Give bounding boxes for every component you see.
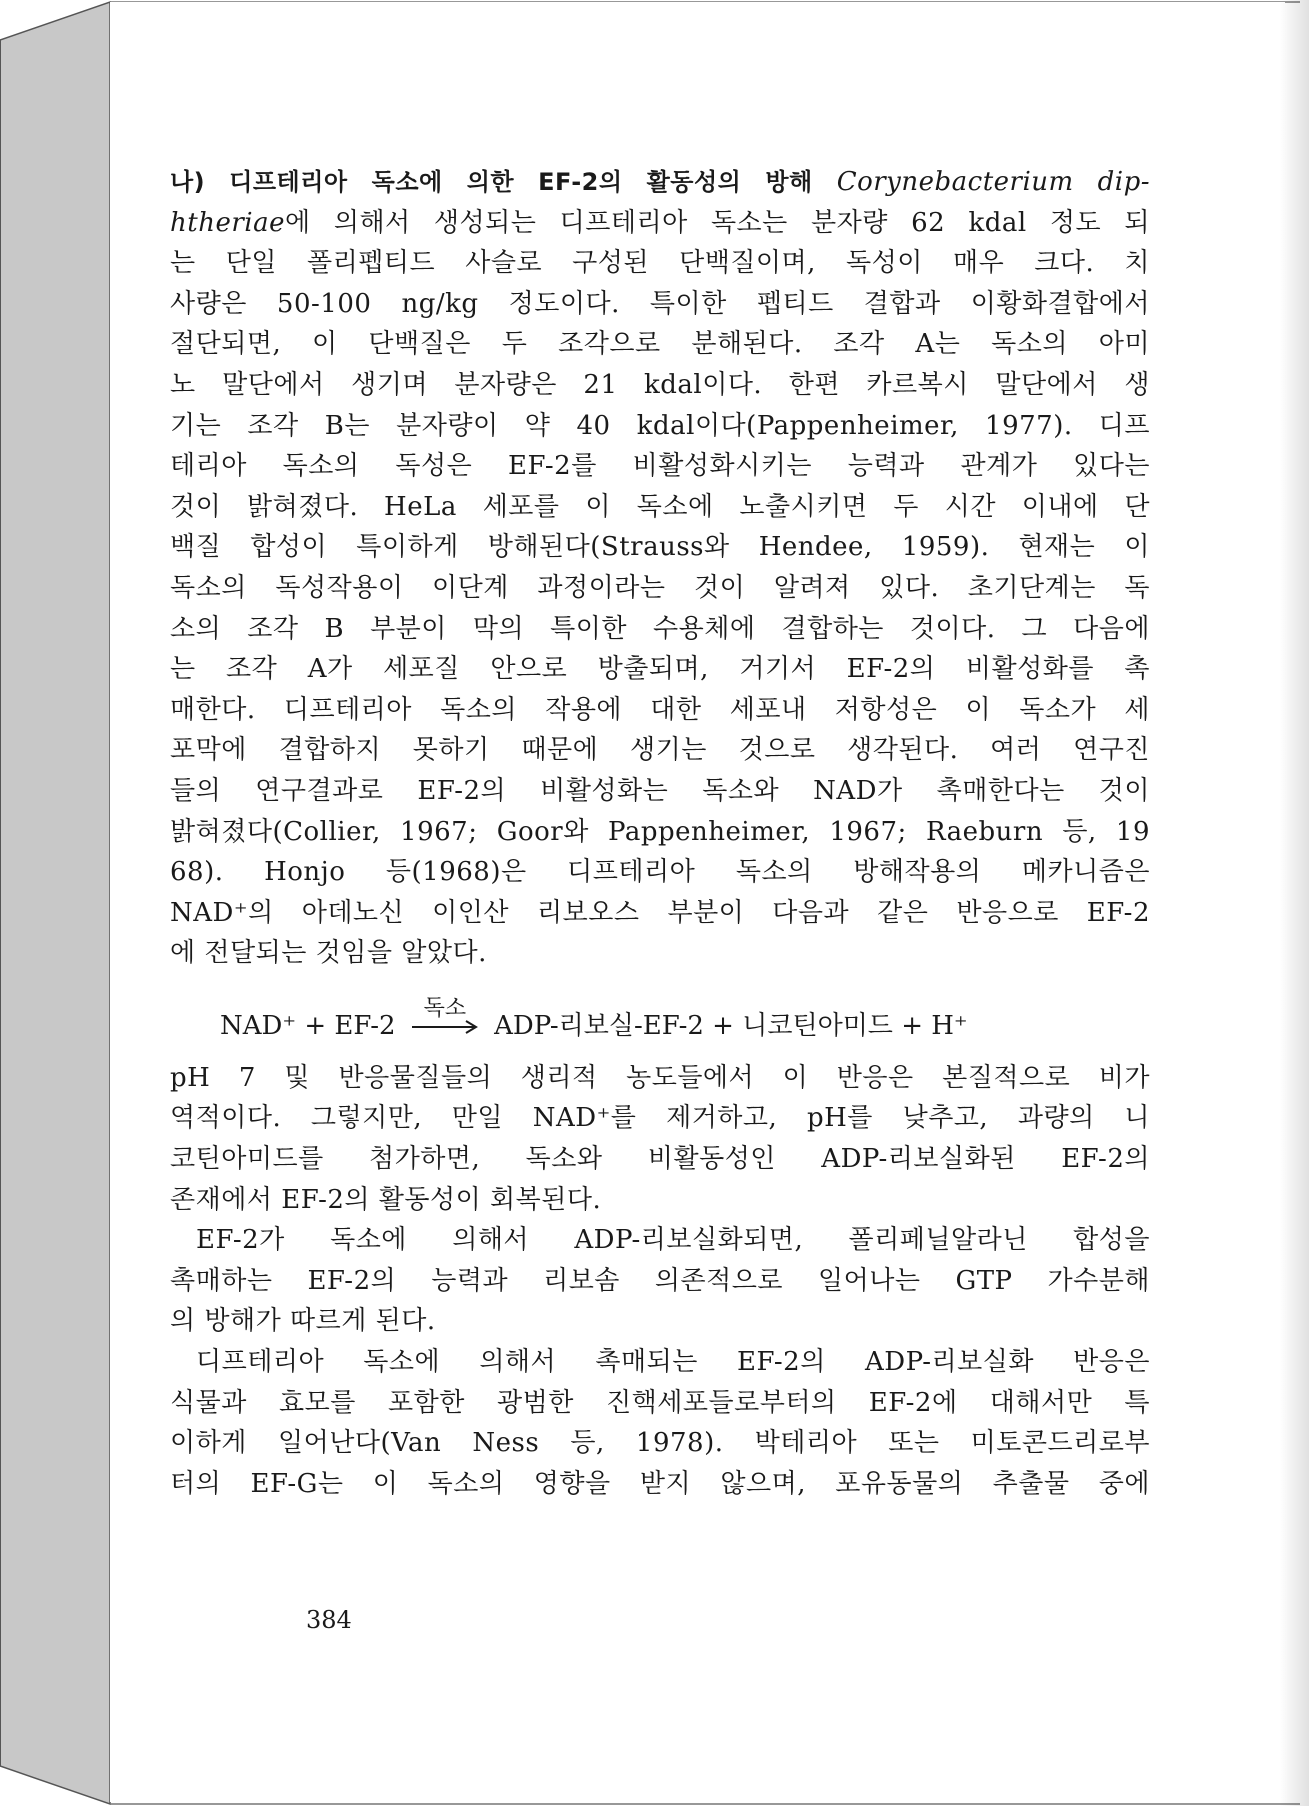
text-line: 디프테리아 독소에 의해서 촉매되는 EF-2의 ADP-리보실화 반응은 <box>196 1347 1150 1378</box>
text-line: 의 방해가 따르게 된다. <box>170 1306 436 1337</box>
text-line: 사량은 50-100 ng/kg 정도이다. 특이한 펩티드 결합과 이황화결합에서 <box>170 288 1150 319</box>
text-line: 식물과 효모를 포함한 광범한 진핵세포들로부터의 EF-2에 대해서만 특 <box>170 1387 1150 1418</box>
text-line: 절단되면, 이 단백질은 두 조각으로 분해된다. 조각 A는 독소의 아미 <box>170 329 1150 360</box>
text-line: 촉매하는 EF-2의 능력과 리보솜 의존적으로 일어나는 GTP 가수분해 <box>170 1265 1150 1296</box>
text-line: 는 조각 A가 세포질 안으로 방출되며, 거기서 EF-2의 비활성화를 촉 <box>170 654 1150 685</box>
text-line: 는 단일 폴리펩티드 사슬로 구성된 단백질이며, 독성이 매우 크다. 치 <box>170 248 1150 279</box>
text-line <box>170 203 1150 244</box>
text-line: 테리아 독소의 독성은 EF-2를 비활성화시키는 능력과 관계가 있다는 <box>170 451 1150 482</box>
text-line: 소의 조각 B 부분이 막의 특이한 수용체에 결합하는 것이다. 그 다음에 <box>170 613 1150 644</box>
species-name-cont: htheriae <box>170 207 285 238</box>
text-line: 터의 EF-G는 이 독소의 영향을 받지 않으며, 포유동물의 추출물 중에 <box>170 1468 1150 1499</box>
text-line: 에 전달되는 것임을 알았다. <box>170 938 487 969</box>
text-line: 코틴아미드를 첨가하면, 독소와 비활동성인 ADP-리보실화된 EF-2의 <box>170 1144 1150 1175</box>
text-line: NAD⁺의 아데노신 이인산 리보오스 부분이 다음과 같은 반응으로 EF-2 <box>170 897 1150 928</box>
page-number: 384 <box>306 1606 352 1634</box>
page-body-text <box>170 162 1150 1504</box>
text-line: EF-2가 독소에 의해서 ADP-리보실화되면, 폴리페닐알라닌 합성을 <box>196 1225 1150 1256</box>
text-line: 68). Honjo 등(1968)은 디프테리아 독소의 방해작용의 메카니즘은 <box>170 857 1150 888</box>
text-line: 노 말단에서 생기며 분자량은 21 kdal이다. 한편 카르복시 말단에서 생 <box>170 369 1150 400</box>
reaction-arrow-icon <box>410 995 480 1037</box>
section-heading: 나) 디프테리아 독소에 의한 EF-2의 활동성의 방해 <box>170 168 813 196</box>
text-line: 밝혀졌다(Collier, 1967; Goor와 Pappenheimer, 1967; Raeburn 등, 19 <box>170 816 1150 847</box>
arrow-label: 독소 <box>423 995 467 1021</box>
text-line-content: 에 의해서 생성되는 디프테리아 독소는 분자량 62 kdal 정도 되 <box>284 207 1150 238</box>
spacer <box>170 974 1150 1004</box>
text-line: 들의 연구결과로 EF-2의 비활성화는 독소와 NAD가 촉매한다는 것이 <box>170 775 1150 806</box>
text-line: pH 7 및 반응물질들의 생리적 농도들에서 이 반응은 본질적으로 비가 <box>170 1062 1150 1093</box>
text-line: 백질 합성이 특이하게 방해된다(Strauss와 Hendee, 1959). 현재는 이 <box>170 532 1150 563</box>
text-line: 존재에서 EF-2의 활동성이 회복된다. <box>170 1184 602 1215</box>
text-line: 포막에 결합하지 못하기 때문에 생기는 것으로 생각된다. 여러 연구진 <box>170 735 1150 766</box>
reaction-equation <box>170 995 1150 1058</box>
text-line: 매한다. 디프테리아 독소의 작용에 대한 세포내 저항성은 이 독소가 세 <box>170 694 1150 725</box>
heading-line <box>170 162 1150 203</box>
page-right-shadow <box>1279 0 1309 1806</box>
text-line: 것이 밝혀졌다. HeLa 세포를 이 독소에 노출시키면 두 시간 이내에 단 <box>170 491 1150 522</box>
equation-reactants: NAD⁺ + EF-2 <box>220 1010 396 1041</box>
text-line: 독소의 독성작용이 이단계 과정이라는 것이 알려져 있다. 초기단계는 독 <box>170 572 1150 603</box>
text-line: 기는 조각 B는 분자량이 약 40 kdal이다(Pappenheimer, 1977). 디프 <box>170 410 1150 441</box>
text-line: 이하게 일어난다(Van Ness 등, 1978). 박테리아 또는 미토콘드리로부 <box>170 1428 1150 1459</box>
text-line: 역적이다. 그렇지만, 만일 NAD⁺를 제거하고, pH를 낮추고, 과량의 니 <box>170 1103 1150 1134</box>
equation-products: ADP-리보실-EF-2 + 니코틴아미드 + H⁺ <box>494 1010 968 1041</box>
species-name: Corynebacterium dip- <box>836 167 1151 197</box>
